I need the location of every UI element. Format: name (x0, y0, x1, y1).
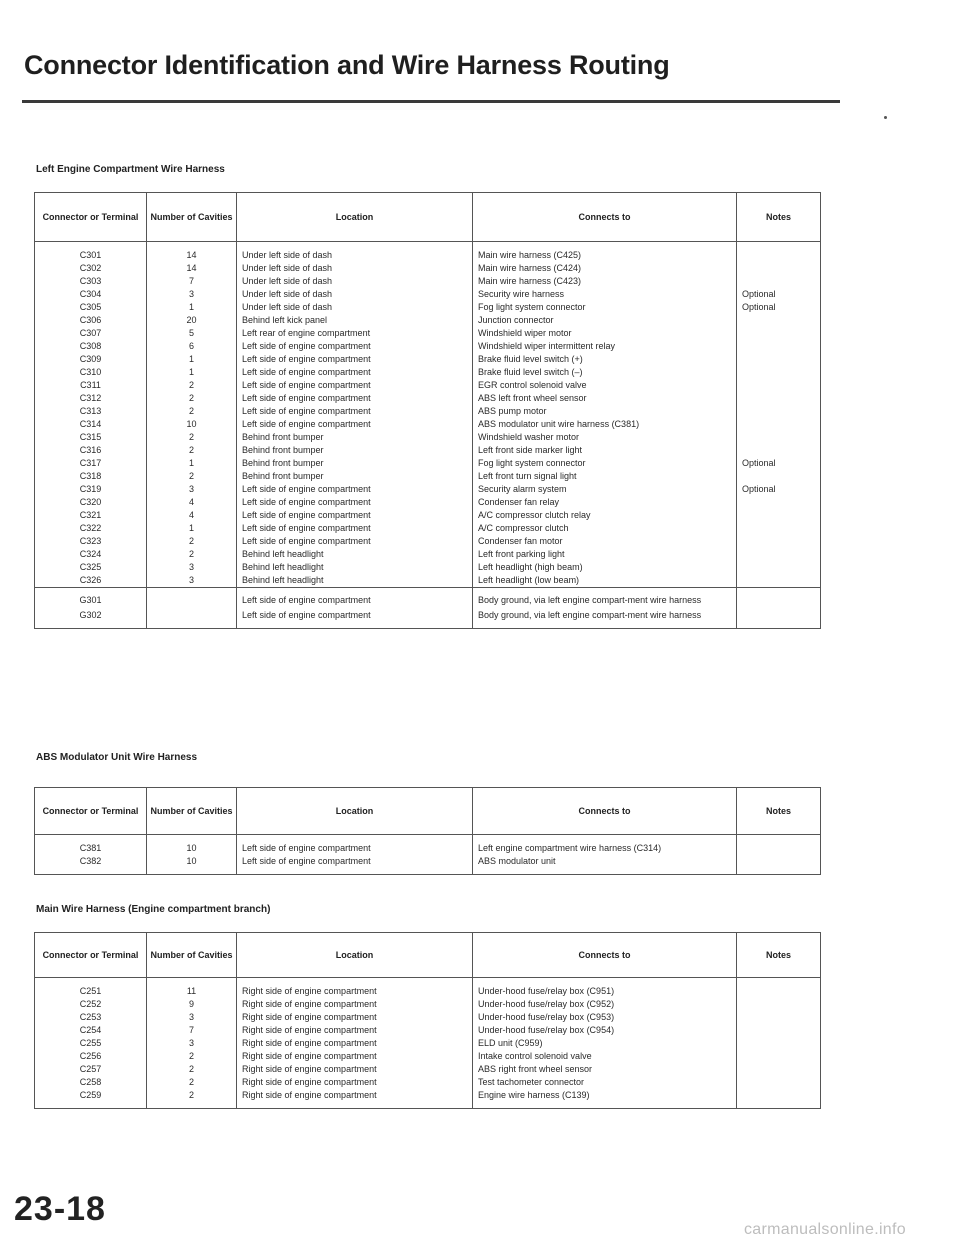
connects-to-cell: Fog light system connector (473, 457, 737, 470)
cavities-cell: 9 (147, 998, 237, 1011)
table-row (35, 835, 821, 856)
connector-cell: C322 (35, 522, 147, 535)
cavities-cell: 2 (147, 405, 237, 418)
cavities-cell: 2 (147, 1050, 237, 1063)
connector-cell: C317 (35, 457, 147, 470)
main-wire-table (34, 932, 821, 1109)
connector-cell: C313 (35, 405, 147, 418)
notes-cell (737, 1011, 821, 1024)
connector-cell: C319 (35, 483, 147, 496)
connector-cell: C309 (35, 353, 147, 366)
cavities-cell: 7 (147, 275, 237, 288)
connector-cell: C251 (35, 978, 147, 999)
location-cell: Left side of engine compartment (237, 392, 473, 405)
connector-cell: C255 (35, 1037, 147, 1050)
location-cell: Behind front bumper (237, 470, 473, 483)
connector-cell: C325 (35, 561, 147, 574)
cavities-cell: 4 (147, 509, 237, 522)
connector-cell: C314 (35, 418, 147, 431)
table-row (35, 366, 821, 379)
connects-to-cell: Security alarm system (473, 483, 737, 496)
notes-cell (737, 470, 821, 483)
connects-to-cell: Junction connector (473, 314, 737, 327)
abs-modulator-table-body (35, 835, 821, 875)
location-cell: Left side of engine compartment (237, 496, 473, 509)
table-row (35, 607, 821, 629)
location-cell: Left side of engine compartment (237, 855, 473, 875)
table-row (35, 340, 821, 353)
connects-to-cell: Under-hood fuse/relay box (C952) (473, 998, 737, 1011)
table-row (35, 1050, 821, 1063)
cavities-cell: 3 (147, 288, 237, 301)
table-row (35, 1063, 821, 1076)
cavities-cell: 2 (147, 535, 237, 548)
table-row (35, 1024, 821, 1037)
cavities-cell: 3 (147, 1011, 237, 1024)
location-cell: Behind left kick panel (237, 314, 473, 327)
section-title-main-wire: Main Wire Harness (Engine compartment branch) (36, 904, 271, 915)
location-cell: Left side of engine compartment (237, 509, 473, 522)
cavities-cell: 1 (147, 366, 237, 379)
table-row (35, 855, 821, 875)
location-cell: Left side of engine compartment (237, 607, 473, 629)
header-connects-to: Connects to (473, 193, 737, 242)
cavities-cell: 2 (147, 379, 237, 392)
cavities-cell: 1 (147, 457, 237, 470)
connects-to-cell: Body ground, via left engine compart-ment wire harness (473, 607, 737, 629)
location-cell: Right side of engine compartment (237, 1076, 473, 1089)
connects-to-cell: Under-hood fuse/relay box (C954) (473, 1024, 737, 1037)
location-cell: Right side of engine compartment (237, 1063, 473, 1076)
left-engine-table (34, 192, 821, 629)
connector-cell: C257 (35, 1063, 147, 1076)
header-cavities: Number of Cavities (147, 933, 237, 978)
connector-cell: C258 (35, 1076, 147, 1089)
section-title-left-engine: Left Engine Compartment Wire Harness (36, 164, 225, 175)
location-cell: Left rear of engine compartment (237, 327, 473, 340)
connects-to-cell: ABS modulator unit (473, 855, 737, 875)
header-location: Location (237, 788, 473, 835)
cavities-cell: 2 (147, 444, 237, 457)
table-row (35, 978, 821, 999)
cavities-cell: 3 (147, 1037, 237, 1050)
table-row (35, 327, 821, 340)
connects-to-cell: ABS modulator unit wire harness (C381) (473, 418, 737, 431)
connects-to-cell: ABS pump motor (473, 405, 737, 418)
table-row (35, 301, 821, 314)
notes-cell (737, 327, 821, 340)
connector-cell: C318 (35, 470, 147, 483)
connector-cell: C382 (35, 855, 147, 875)
cavities-cell: 6 (147, 340, 237, 353)
cavities-cell: 10 (147, 418, 237, 431)
connects-to-cell: Fog light system connector (473, 301, 737, 314)
location-cell: Behind left headlight (237, 548, 473, 561)
table-header-row (35, 193, 821, 242)
connects-to-cell: Left engine compartment wire harness (C314) (473, 835, 737, 856)
table-row (35, 509, 821, 522)
header-location: Location (237, 193, 473, 242)
table-row (35, 444, 821, 457)
header-notes: Notes (737, 193, 821, 242)
notes-cell (737, 392, 821, 405)
connector-cell: C326 (35, 574, 147, 588)
cavities-cell: 2 (147, 548, 237, 561)
location-cell: Left side of engine compartment (237, 522, 473, 535)
title-rule (22, 100, 840, 103)
table-row (35, 470, 821, 483)
header-notes: Notes (737, 933, 821, 978)
notes-cell (737, 496, 821, 509)
header-connects-to: Connects to (473, 933, 737, 978)
table-header-row (35, 933, 821, 978)
location-cell: Right side of engine compartment (237, 1024, 473, 1037)
location-cell: Left side of engine compartment (237, 535, 473, 548)
cavities-cell: 11 (147, 978, 237, 999)
cavities-cell: 20 (147, 314, 237, 327)
notes-cell (737, 1063, 821, 1076)
connects-to-cell: Windshield washer motor (473, 431, 737, 444)
location-cell: Left side of engine compartment (237, 418, 473, 431)
notes-cell (737, 574, 821, 588)
table-row (35, 275, 821, 288)
notes-cell (737, 1076, 821, 1089)
connects-to-cell: Left headlight (low beam) (473, 574, 737, 588)
notes-cell (737, 444, 821, 457)
connects-to-cell: Intake control solenoid valve (473, 1050, 737, 1063)
notes-cell (737, 353, 821, 366)
connector-cell: C308 (35, 340, 147, 353)
table-row (35, 457, 821, 470)
location-cell: Under left side of dash (237, 275, 473, 288)
notes-cell: Optional (737, 288, 821, 301)
notes-cell (737, 855, 821, 875)
connector-cell: C316 (35, 444, 147, 457)
connects-to-cell: Left front parking light (473, 548, 737, 561)
connector-cell: C256 (35, 1050, 147, 1063)
table-row (35, 353, 821, 366)
cavities-cell: 14 (147, 242, 237, 263)
connector-cell: C324 (35, 548, 147, 561)
table-row (35, 998, 821, 1011)
page-number: 23-18 (14, 1190, 106, 1228)
notes-cell (737, 835, 821, 856)
connector-cell: C320 (35, 496, 147, 509)
table-row (35, 496, 821, 509)
header-cavities: Number of Cavities (147, 193, 237, 242)
connector-cell: C381 (35, 835, 147, 856)
cavities-cell: 10 (147, 855, 237, 875)
connector-cell: C307 (35, 327, 147, 340)
notes-cell (737, 314, 821, 327)
location-cell: Behind front bumper (237, 431, 473, 444)
table-row (35, 1089, 821, 1109)
cavities-cell: 14 (147, 262, 237, 275)
page-title: Connector Identification and Wire Harness Routing (24, 50, 670, 80)
connects-to-cell: Under-hood fuse/relay box (C953) (473, 1011, 737, 1024)
table-row (35, 288, 821, 301)
connector-cell: C301 (35, 242, 147, 263)
notes-cell (737, 1024, 821, 1037)
notes-cell (737, 1037, 821, 1050)
connects-to-cell: Condenser fan motor (473, 535, 737, 548)
cavities-cell (147, 607, 237, 629)
table-row (35, 522, 821, 535)
connector-cell: C305 (35, 301, 147, 314)
location-cell: Right side of engine compartment (237, 1037, 473, 1050)
watermark: carmanualsonline.info (744, 1221, 906, 1238)
notes-cell (737, 548, 821, 561)
notes-cell (737, 340, 821, 353)
location-cell: Behind left headlight (237, 561, 473, 574)
connects-to-cell: Security wire harness (473, 288, 737, 301)
notes-cell (737, 1050, 821, 1063)
connects-to-cell: Main wire harness (C424) (473, 262, 737, 275)
header-location: Location (237, 933, 473, 978)
location-cell: Behind front bumper (237, 457, 473, 470)
cavities-cell: 1 (147, 353, 237, 366)
main-wire-table-body (35, 978, 821, 1109)
cavities-cell: 7 (147, 1024, 237, 1037)
table-row (35, 418, 821, 431)
location-cell: Left side of engine compartment (237, 483, 473, 496)
cavities-cell: 5 (147, 327, 237, 340)
connects-to-cell: Main wire harness (C423) (473, 275, 737, 288)
connects-to-cell: A/C compressor clutch (473, 522, 737, 535)
table-row (35, 431, 821, 444)
location-cell: Right side of engine compartment (237, 978, 473, 999)
notes-cell: Optional (737, 457, 821, 470)
connector-cell: C306 (35, 314, 147, 327)
notes-cell: Optional (737, 483, 821, 496)
notes-cell (737, 366, 821, 379)
table-row (35, 379, 821, 392)
table-row (35, 405, 821, 418)
connector-cell: C312 (35, 392, 147, 405)
location-cell: Behind left headlight (237, 574, 473, 588)
location-cell: Right side of engine compartment (237, 1011, 473, 1024)
location-cell: Under left side of dash (237, 301, 473, 314)
connector-cell: C302 (35, 262, 147, 275)
connects-to-cell: Windshield wiper intermittent relay (473, 340, 737, 353)
connector-cell: C254 (35, 1024, 147, 1037)
connector-cell: C321 (35, 509, 147, 522)
header-cavities: Number of Cavities (147, 788, 237, 835)
connects-to-cell: EGR control solenoid valve (473, 379, 737, 392)
cavities-cell: 2 (147, 392, 237, 405)
cavities-cell: 1 (147, 522, 237, 535)
table-row (35, 548, 821, 561)
connects-to-cell: Left front side marker light (473, 444, 737, 457)
table-header-row (35, 788, 821, 835)
table-row (35, 242, 821, 263)
location-cell: Under left side of dash (237, 242, 473, 263)
table-row (35, 561, 821, 574)
cavities-cell: 2 (147, 470, 237, 483)
location-cell: Left side of engine compartment (237, 353, 473, 366)
connector-cell: C323 (35, 535, 147, 548)
location-cell: Left side of engine compartment (237, 340, 473, 353)
connects-to-cell: Brake fluid level switch (–) (473, 366, 737, 379)
connects-to-cell: Main wire harness (C425) (473, 242, 737, 263)
connects-to-cell: Under-hood fuse/relay box (C951) (473, 978, 737, 999)
connector-cell: C252 (35, 998, 147, 1011)
cavities-cell: 3 (147, 483, 237, 496)
table-row (35, 262, 821, 275)
header-connector: Connector or Terminal (35, 193, 147, 242)
table-row (35, 392, 821, 405)
notes-cell (737, 275, 821, 288)
location-cell: Left side of engine compartment (237, 379, 473, 392)
cavities-cell: 10 (147, 835, 237, 856)
notes-cell (737, 262, 821, 275)
notes-cell (737, 509, 821, 522)
table-row (35, 483, 821, 496)
location-cell: Behind front bumper (237, 444, 473, 457)
connects-to-cell: Engine wire harness (C139) (473, 1089, 737, 1109)
location-cell: Left side of engine compartment (237, 835, 473, 856)
notes-cell (737, 588, 821, 607)
cavities-cell: 2 (147, 1076, 237, 1089)
table-row (35, 1011, 821, 1024)
connector-cell: G301 (35, 588, 147, 607)
cavities-cell: 3 (147, 574, 237, 588)
notes-cell (737, 405, 821, 418)
connector-cell: G302 (35, 607, 147, 629)
left-engine-table-body (35, 242, 821, 629)
connector-cell: C315 (35, 431, 147, 444)
notes-cell (737, 379, 821, 392)
header-connects-to: Connects to (473, 788, 737, 835)
notes-cell (737, 431, 821, 444)
location-cell: Right side of engine compartment (237, 1089, 473, 1109)
table-row (35, 1037, 821, 1050)
connects-to-cell: A/C compressor clutch relay (473, 509, 737, 522)
section-title-abs-modulator: ABS Modulator Unit Wire Harness (36, 752, 198, 763)
cavities-cell: 2 (147, 1063, 237, 1076)
location-cell: Right side of engine compartment (237, 998, 473, 1011)
connector-cell: C303 (35, 275, 147, 288)
cavities-cell: 2 (147, 431, 237, 444)
notes-cell (737, 978, 821, 999)
cavities-cell: 1 (147, 301, 237, 314)
notes-cell (737, 998, 821, 1011)
location-cell: Under left side of dash (237, 262, 473, 275)
header-connector: Connector or Terminal (35, 788, 147, 835)
connector-cell: C310 (35, 366, 147, 379)
table-row (35, 314, 821, 327)
connects-to-cell: Windshield wiper motor (473, 327, 737, 340)
connects-to-cell: ELD unit (C959) (473, 1037, 737, 1050)
notes-cell (737, 535, 821, 548)
connects-to-cell: Test tachometer connector (473, 1076, 737, 1089)
location-cell: Left side of engine compartment (237, 366, 473, 379)
table-row (35, 535, 821, 548)
connects-to-cell: Left headlight (high beam) (473, 561, 737, 574)
cavities-cell: 3 (147, 561, 237, 574)
notes-cell (737, 242, 821, 263)
location-cell: Left side of engine compartment (237, 405, 473, 418)
abs-modulator-table (34, 787, 821, 875)
notes-cell (737, 418, 821, 431)
connects-to-cell: Condenser fan relay (473, 496, 737, 509)
notes-cell (737, 607, 821, 629)
stray-mark (884, 116, 887, 119)
location-cell: Under left side of dash (237, 288, 473, 301)
cavities-cell (147, 588, 237, 607)
connects-to-cell: Left front turn signal light (473, 470, 737, 483)
table-row (35, 574, 821, 588)
notes-cell: Optional (737, 301, 821, 314)
location-cell: Right side of engine compartment (237, 1050, 473, 1063)
connector-cell: C311 (35, 379, 147, 392)
notes-cell (737, 522, 821, 535)
connects-to-cell: Brake fluid level switch (+) (473, 353, 737, 366)
notes-cell (737, 1089, 821, 1109)
connects-to-cell: ABS left front wheel sensor (473, 392, 737, 405)
location-cell: Left side of engine compartment (237, 588, 473, 607)
connector-cell: C259 (35, 1089, 147, 1109)
connector-cell: C304 (35, 288, 147, 301)
table-row (35, 588, 821, 607)
cavities-cell: 4 (147, 496, 237, 509)
header-notes: Notes (737, 788, 821, 835)
connector-cell: C253 (35, 1011, 147, 1024)
header-connector: Connector or Terminal (35, 933, 147, 978)
table-row (35, 1076, 821, 1089)
connects-to-cell: ABS right front wheel sensor (473, 1063, 737, 1076)
cavities-cell: 2 (147, 1089, 237, 1109)
connects-to-cell: Body ground, via left engine compart-ment wire harness (473, 588, 737, 607)
notes-cell (737, 561, 821, 574)
